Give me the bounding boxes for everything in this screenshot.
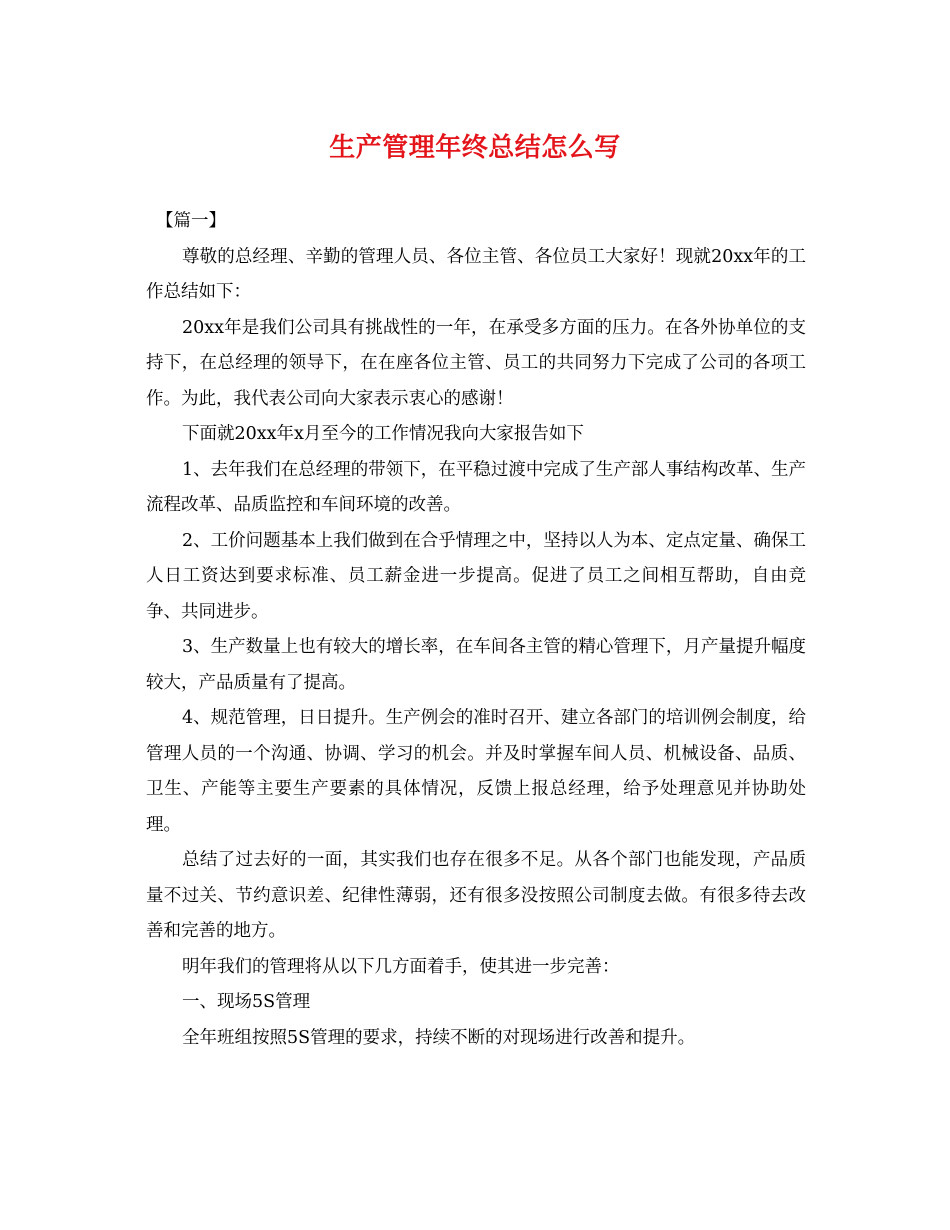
paragraph-item-2: 2、工价问题基本上我们做到在合乎情理之中，坚持以人为本、定点定量、确保工人日工资达到要求标准、员工薪金进一步提高。促进了员工之间相互帮助，自由竞争、共同进步。: [146, 530, 806, 622]
paragraph-item-4: 4、规范管理，日日提升。生产例会的准时召开、建立各部门的培训例会制度，给管理人员的一个沟通、协调、学习的机会。并及时掌握车间人员、机械设备、品质、卫生、产能等主要生产要素的具体情况，反馈上报总经理，给予处理意见并协助处理。: [146, 708, 806, 835]
paragraph-item-1: 1、去年我们在总经理的带领下，在平稳过渡中完成了生产部人事结构改革、生产流程改革、品质监控和车间环境的改善。: [146, 459, 806, 515]
document-body: [146, 204, 806, 1056]
paragraph-shortcomings: 总结了过去好的一面，其实我们也存在很多不足。从各个部门也能发现，产品质量不过关、节约意识差、纪律性薄弱，还有很多没按照公司制度去做。有很多待去改善和完善的地方。: [146, 850, 806, 941]
section-label: 【篇一】: [156, 211, 226, 231]
paragraph-year-overview: 20xx年是我们公司具有挑战性的一年，在承受多方面的压力。在各外协单位的支持下，在总经理的领导下，在在座各位主管、员工的共同努力下完成了公司的各项工作。为此，我代表公司向大家表示衷心的感谢！: [146, 317, 806, 409]
paragraph-item-3: 3、生产数量上也有较大的增长率，在车间各主管的精心管理下，月产量提升幅度较大，产品质量有了提高。: [146, 637, 806, 693]
paragraph-next-year-plan: 明年我们的管理将从以下几方面着手，使其进一步完善：: [182, 956, 620, 977]
heading-5s-management: 一、现场5S管理: [182, 992, 311, 1012]
paragraph-report-intro: 下面就20xx年x月至今的工作情况我向大家报告如下: [182, 424, 584, 444]
document-title: 生产管理年终总结怎么写: [329, 133, 621, 163]
paragraph-greeting: 尊敬的总经理、辛勤的管理人员、各位主管、各位员工大家好！现就20xx年的工作总结如下：: [146, 246, 806, 302]
paragraph-5s-detail: 全年班组按照5S管理的要求，持续不断的对现场进行改善和提升。: [182, 1027, 696, 1048]
